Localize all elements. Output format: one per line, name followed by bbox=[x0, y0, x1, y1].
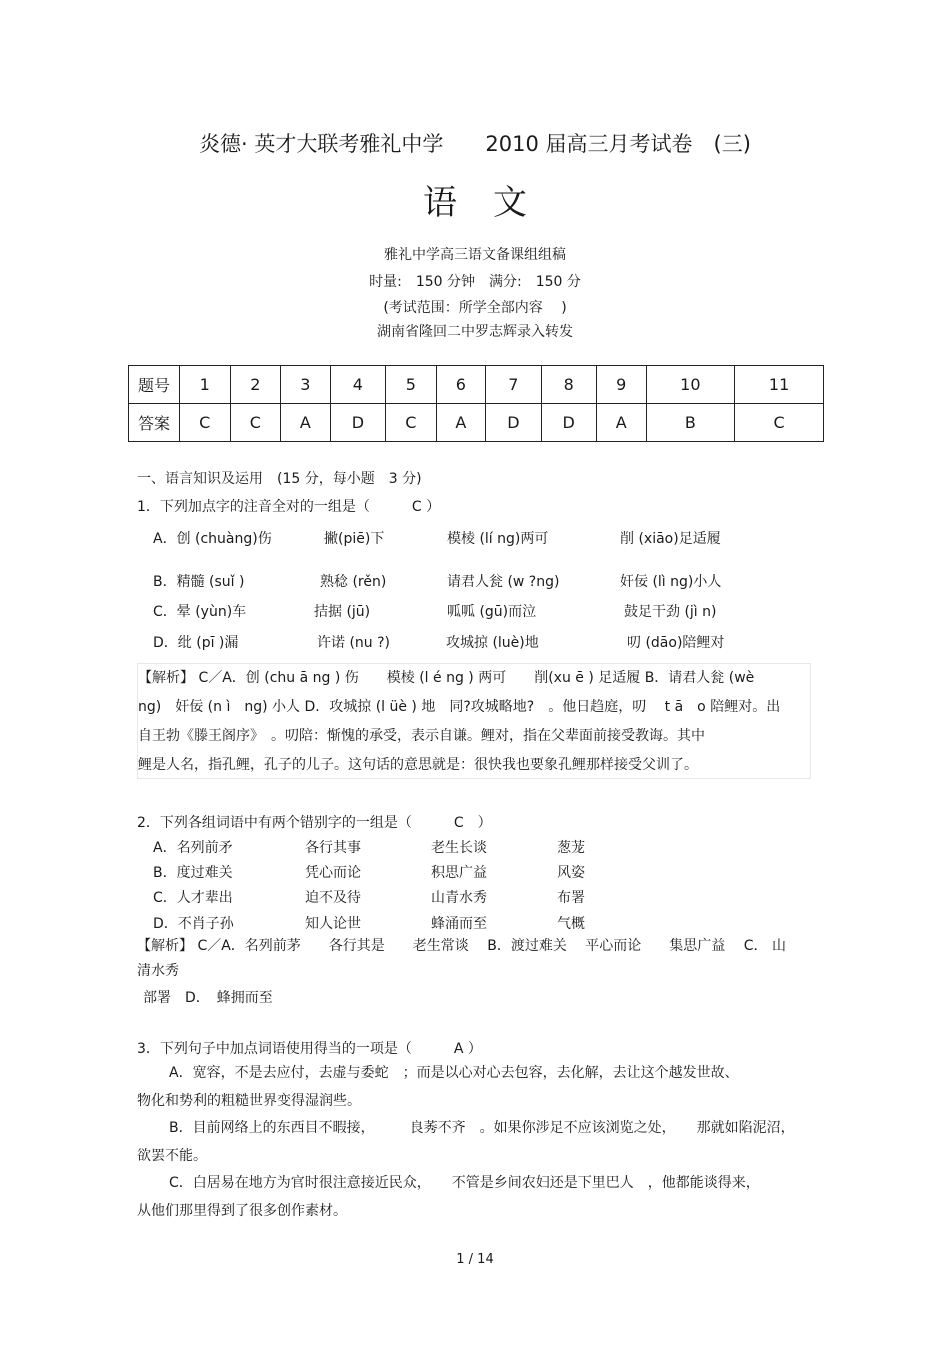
q1-analysis-line: 自王勃《滕王阁序》 。叨陪：惭愧的承受，表示自谦。鲤对，指在父辈面前接受教诲。其中 bbox=[138, 728, 705, 744]
exam-title: 炎德· 英才大联考雅礼中学 2010 届高三月考试卷 (三) bbox=[199, 132, 751, 156]
q2-option-b3: 积思广益 bbox=[431, 865, 487, 881]
q1-analysis-box bbox=[137, 663, 811, 779]
q2-option-d4: 气概 bbox=[557, 916, 585, 932]
q1-option-d1: D．纰 (pī )漏 bbox=[153, 635, 239, 651]
question-number-cell: 11 bbox=[735, 366, 824, 404]
answer-cell: C bbox=[386, 404, 437, 442]
scope-line: (考试范围：所学全部内容 ) bbox=[383, 300, 567, 316]
answer-cell: B bbox=[646, 404, 735, 442]
section-heading: 一、语言知识及运用 (15 分，每小题 3 分) bbox=[137, 471, 422, 487]
q1-option-b4: 奸佞 (lì ng)小人 bbox=[620, 574, 722, 590]
q1-analysis-line: ng) 奸佞 (n ì ng) 小人 D．攻城掠 (l üè ) 地 同?攻城略地? 。他日趋庭，叨 t ā o 陪鲤对。出 bbox=[138, 699, 781, 715]
question-number-cell: 1 bbox=[180, 366, 231, 404]
answer-cell: C bbox=[180, 404, 231, 442]
q2-option-d2: 知人论世 bbox=[305, 916, 361, 932]
compiler-line: 雅礼中学高三语文备课组组稿 bbox=[384, 247, 566, 263]
q2-option-a4: 葱茏 bbox=[557, 840, 585, 856]
q1-option-a1: A．创 (chuàng)伤 bbox=[153, 531, 272, 547]
q2-option-b4: 风姿 bbox=[557, 865, 585, 881]
answer-cell: A bbox=[281, 404, 331, 442]
q2-option-c1: C．人才辈出 bbox=[153, 890, 233, 906]
q3-line: C．白居易在地方为官时很注意接近民众， 不管是乡间农妇还是下里巴人 ，他都能谈得来， bbox=[169, 1175, 760, 1191]
question-2-stem: 2．下列各组词语中有两个错别字的一组是（ C ） bbox=[137, 815, 492, 831]
q1-option-c4: 鼓足干劲 (jì n) bbox=[624, 604, 717, 620]
question-number-cell: 3 bbox=[281, 366, 331, 404]
page-number: 1 / 14 bbox=[456, 1252, 494, 1267]
answer-cell: A bbox=[596, 404, 646, 442]
row-label-number: 题号 bbox=[129, 366, 180, 404]
answer-cell: A bbox=[436, 404, 486, 442]
q3-line: 物化和势利的粗糙世界变得湿润些。 bbox=[137, 1093, 361, 1109]
q1-option-a3: 模棱 (lí ng)两可 bbox=[447, 531, 549, 547]
transcriber-line: 湖南省隆回二中罗志辉录入转发 bbox=[377, 324, 573, 340]
q2-analysis-line: 清水秀 bbox=[137, 963, 179, 979]
q1-option-b2: 熟稔 (rěn) bbox=[320, 574, 387, 590]
q2-analysis-line: 部署 D． 蜂拥而至 bbox=[143, 990, 273, 1006]
question-number-cell: 8 bbox=[541, 366, 596, 404]
answer-cell: C bbox=[735, 404, 824, 442]
q2-option-b1: B．度过难关 bbox=[153, 865, 233, 881]
q2-analysis-line: 【解析】 C／A．名列前茅 各行其是 老生常谈 B．渡过难关 平心而论 集思广益 C． 山 bbox=[137, 938, 786, 954]
answer-cell: D bbox=[486, 404, 541, 442]
row-label-answer: 答案 bbox=[129, 404, 180, 442]
table-row bbox=[129, 404, 824, 442]
question-number-cell: 10 bbox=[646, 366, 735, 404]
q1-option-d2: 许诺 (nu ?) bbox=[317, 635, 391, 651]
q3-line: 欲罢不能。 bbox=[137, 1148, 207, 1164]
q1-option-c3: 呱呱 (gū)而泣 bbox=[447, 604, 537, 620]
answer-cell: C bbox=[230, 404, 281, 442]
question-3-stem: 3．下列句子中加点词语使用得当的一项是（ A ） bbox=[137, 1041, 482, 1057]
question-1-stem: 1．下列加点字的注音全对的一组是（ C ） bbox=[137, 499, 441, 515]
q1-analysis-line: 【解析】 C／A．创 (chu ā ng ) 伤 模棱 (l é ng ) 两可 削(xu ē ) 足适履 B．请君人瓮 (wè bbox=[138, 670, 755, 686]
q2-option-d1: D．不肖子孙 bbox=[153, 916, 234, 932]
q2-option-c3: 山青水秀 bbox=[431, 890, 487, 906]
q3-line: 从他们那里得到了很多创作素材。 bbox=[137, 1203, 347, 1219]
q1-option-b3: 请君人瓮 (w ?ng) bbox=[447, 574, 560, 590]
q2-option-d3: 蜂涌而至 bbox=[431, 916, 487, 932]
q1-option-d3: 攻城掠 (luè)地 bbox=[446, 635, 539, 651]
q3-line: B．目前网络上的东西目不暇接， 良莠不齐 。如果你涉足不应该浏览之处， 那就如陷泥沼， bbox=[169, 1120, 795, 1136]
q2-option-a3: 老生长谈 bbox=[431, 840, 487, 856]
subject-title: 语文 bbox=[423, 183, 563, 223]
q1-option-c2: 拮据 (jū) bbox=[314, 604, 371, 620]
q2-option-c4: 布署 bbox=[557, 890, 585, 906]
q1-analysis-line: 鲤是人名，指孔鲤，孔子的儿子。这句话的意思就是：很快我也要象孔鲤那样接受父训了。 bbox=[138, 757, 698, 773]
q1-option-a2: 撇(piē)下 bbox=[324, 531, 385, 547]
question-number-cell: 5 bbox=[386, 366, 437, 404]
q2-option-a1: A．名列前矛 bbox=[153, 840, 233, 856]
question-number-cell: 7 bbox=[486, 366, 541, 404]
q1-option-d4: 叨 (dāo)陪鲤对 bbox=[627, 635, 725, 651]
answer-cell: D bbox=[541, 404, 596, 442]
question-number-cell: 9 bbox=[596, 366, 646, 404]
question-number-cell: 2 bbox=[230, 366, 281, 404]
answer-table bbox=[128, 365, 824, 442]
q1-option-a4: 削 (xiāo)足适履 bbox=[620, 531, 721, 547]
q1-option-b1: B．精髓 (suǐ ) bbox=[153, 574, 245, 590]
q1-option-c1: C．晕 (yùn)车 bbox=[153, 604, 247, 620]
time-score-line: 时量: 150 分钟 满分: 150 分 bbox=[369, 274, 581, 290]
question-number-cell: 4 bbox=[330, 366, 385, 404]
table-row bbox=[129, 366, 824, 404]
q2-option-a2: 各行其事 bbox=[305, 840, 361, 856]
q3-line: A．宽容，不是去应付，去虚与委蛇 ；而是以心对心去包容，去化解，去让这个越发世故、 bbox=[169, 1065, 739, 1081]
answer-cell: D bbox=[330, 404, 385, 442]
q2-option-b2: 凭心而论 bbox=[305, 865, 361, 881]
q2-option-c2: 迫不及待 bbox=[305, 890, 361, 906]
question-number-cell: 6 bbox=[436, 366, 486, 404]
